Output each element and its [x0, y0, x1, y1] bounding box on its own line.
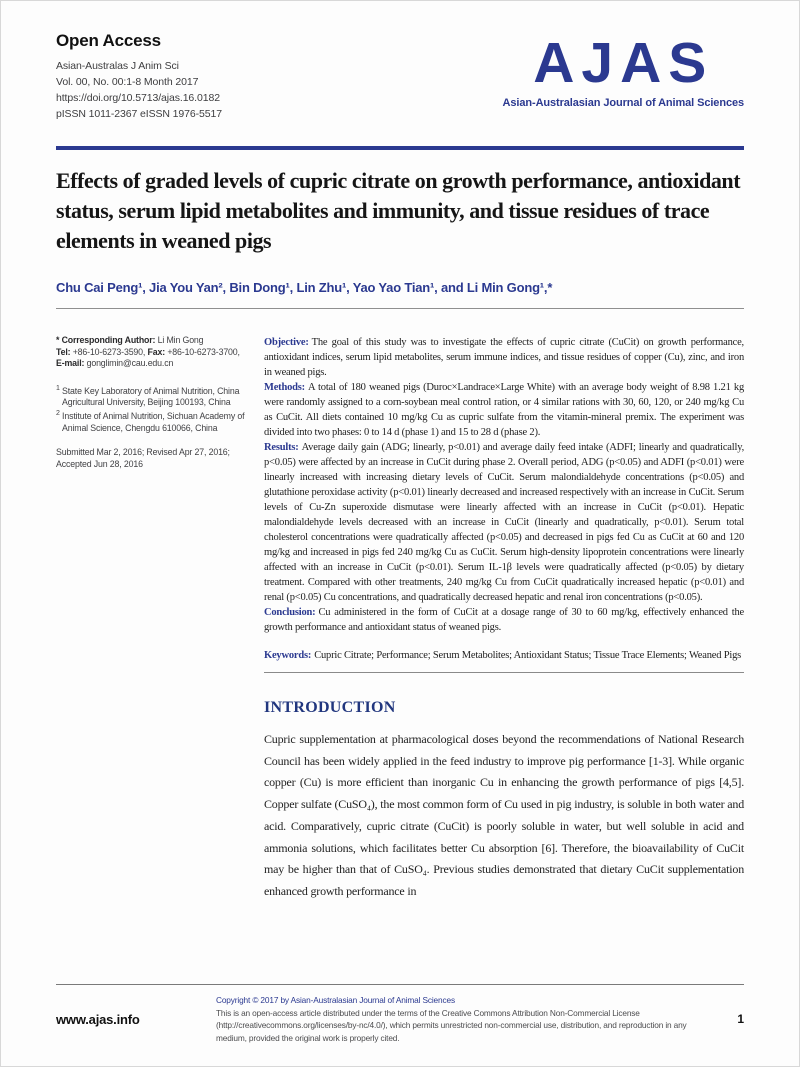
- introduction-heading: INTRODUCTION: [264, 699, 396, 716]
- abstract-objective: [264, 335, 744, 380]
- abstract-results: [264, 440, 744, 605]
- abstract-results-text: Average daily gain (ADG; linearly, p<0.01) and average daily feed intake (ADFI; linearly and quadratically, p<0.05) were affected by an increase in CuCit during phase 2. Overall period, ADG (p<0.05) and ADFI (p<0.01) were linearly increased with increasing dietary levels of CuCit. Serum malondialdehyde concentrations (p<0.05) and glutathione peroxidase activity (p<0.01) linearly decreased and increased respectively with an increase in CuCit. Serum levels of Cu-Zn superoxide dismutase were linearly affected with an increase in CuCit (p<0.01). Hepatic malondialdehyde levels decreased with an increase in CuCit (linearly and quadratically, p<0.01). Serum total cholesterol concentrations were quadratically affected (p<0.05) and decreased in pigs fed Cu as CuCit at 60 and 120 mg/kg and increased in pigs fed 240 mg/kg Cu as CuCit. Serum high-density lipoprotein concentrations were linearly affected with an increase in CuCit (p<0.01). Serum IL-1β levels were quadratically affected (p<0.05) by dietary treatment. Compared with other treatments, 240 mg/kg Cu from CuCit quadratically increased hepatic (p<0.01) and renal (p<0.05) Cu concentrations, and quadratically decreased hepatic and renal iron concentrations (p<0.05).: [264, 442, 744, 603]
- keywords: [264, 648, 744, 663]
- journal-logo-subtitle: Asian-Australasian Journal of Animal Sciences: [502, 97, 744, 109]
- abstract-conclusion-label: Conclusion:: [264, 607, 316, 618]
- abstract-methods: [264, 380, 744, 440]
- tel-fax-line: [56, 347, 252, 359]
- page-header: [56, 31, 744, 142]
- journal-logo-acronym: AJAS: [533, 31, 714, 95]
- abstract-methods-label: Methods:: [264, 382, 305, 393]
- license-block: [216, 994, 701, 1044]
- header-divider-rule: [56, 146, 744, 150]
- article-title: Effects of graded levels of cupric citrate on growth performance, antioxidant status, serum lipid metabolites and immunity, and tissue residues of trace elements in weaned pigs: [56, 168, 741, 253]
- email-line: [56, 358, 252, 370]
- introduction-paragraph: Cupric supplementation at pharmacological doses beyond the recommendations of National Research Council has been widely applied in the feed industry to improve pig performance [1-3]. While organic copper (Cu) is more efficient than inorganic Cu in enhancing the growth performance of pigs [4,5]. Copper sulfate (CuSO₄), the most common form of Cu used in pig industry, is soluble in both water and acid. Comparatively, cupric citrate (CuCit) is poorly soluble in water, but well soluble in acid and ammonia solutions, which facilitates better Cu absorption [6]. Therefore, the bioavailability of CuCit may be higher than that of CuSO₄. Previous studies demonstrated that dietary CuCit supplementation enhanced growth performance in: [264, 732, 744, 898]
- issn-numbers: pISSN 1011-2367 eISSN 1976-5517: [56, 108, 222, 120]
- affiliation-1-text: State Key Laboratory of Animal Nutrition, China Agricultural University, Beijing 100193, China: [62, 385, 240, 407]
- page-number: 1: [737, 1012, 744, 1026]
- tel-label: Tel:: [56, 346, 71, 357]
- affiliation-1: [56, 383, 252, 409]
- journal-volume-issue: Vol. 00, No. 00:1-8 Month 2017: [56, 76, 199, 88]
- corresponding-author-line: [56, 335, 252, 347]
- fax-label: Fax:: [147, 346, 166, 357]
- copyright-line: Copyright © 2017 by Asian-Australasian Journal of Animal Sciences: [216, 995, 455, 1005]
- authors-divider-rule: [56, 308, 744, 309]
- keywords-label: Keywords:: [264, 650, 312, 661]
- abstract-conclusion-text: Cu administered in the form of CuCit at a dosage range of 30 to 60 mg/kg, effectively enhanced the growth performance and antioxidant status of weaned pigs.: [264, 607, 744, 633]
- journal-abbrev: Asian-Australas J Anim Sci: [56, 60, 179, 72]
- email-label: E-mail:: [56, 358, 85, 368]
- abstract-conclusion: [264, 605, 744, 635]
- corresponding-author-label: * Corresponding Author:: [56, 335, 156, 345]
- journal-logo: [503, 31, 744, 109]
- affiliation-2: [56, 408, 252, 434]
- abstract-objective-label: Objective:: [264, 337, 309, 348]
- license-text: This is an open-access article distributed under the terms of the Creative Commons Attribution Non-Commercial License (http://creativecommons.org/licenses/by-nc/4.0/), which permits unrestricted non-commercial use, distribution, and reproduction in any medium, provided the original work is properly cited.: [216, 1007, 687, 1043]
- doi-link: https://doi.org/10.5713/ajas.16.0182: [56, 92, 220, 104]
- submission-history: Submitted Mar 2, 2016; Revised Apr 27, 2016; Accepted Jun 28, 2016: [56, 447, 230, 469]
- affiliation-2-marker: 2: [56, 410, 60, 418]
- article-meta-sidebar: [56, 335, 252, 903]
- page-footer: [56, 984, 744, 1044]
- journal-info-block: [56, 31, 222, 122]
- corresponding-author-block: [56, 335, 252, 370]
- affiliation-1-marker: 1: [56, 384, 60, 392]
- abstract-divider-rule: [264, 672, 744, 673]
- keywords-text: Cupric Citrate; Performance; Serum Metabolites; Antioxidant Status; Tissue Trace Elements; Weaned Pigs: [314, 650, 742, 661]
- abstract-results-label: Results:: [264, 442, 299, 453]
- abstract-objective-text: The goal of this study was to investigate the effects of cupric citrate (CuCit) on growth performance, antioxidant indices, serum lipid metabolites, serum immune indices, and tissue residues of copper (Cu), zinc, and iron in weaned pigs.: [264, 337, 744, 378]
- open-access-label: Open Access: [56, 31, 161, 50]
- journal-website: www.ajas.info: [56, 1011, 140, 1027]
- affiliation-2-text: Institute of Animal Nutrition, Sichuan Academy of Animal Science, Chengdu 610066, China: [62, 411, 245, 433]
- corresponding-author-name: Li Min Gong: [157, 335, 204, 345]
- fax-value: +86-10-6273-3700,: [167, 346, 240, 357]
- author-list: Chu Cai Peng¹, Jia You Yan², Bin Dong¹, Lin Zhu¹, Yao Yao Tian¹, and Li Min Gong¹,*: [56, 280, 553, 295]
- email-value: gonglimin@cau.edu.cn: [86, 358, 174, 368]
- abstract-methods-text: A total of 180 weaned pigs (Duroc×Landrace×Large White) with an average body weight of 8.98 1.21 kg were randomly assigned to a corn-soybean meal control ration, or 4 similar rations with 30, 60, 120, or 240 mg/kg Cu as CuCit. All diets contained 10 mg/kg Cu as cupric sulfate from the vitamin-mineral premix. The experiment was divided into two phases: 0 to 14 d (phase 1) and 15 to 28 d (phase 2).: [264, 382, 744, 438]
- tel-value: +86-10-6273-3590,: [72, 346, 146, 357]
- abstract-column: [264, 335, 744, 903]
- affiliations-block: [56, 383, 252, 435]
